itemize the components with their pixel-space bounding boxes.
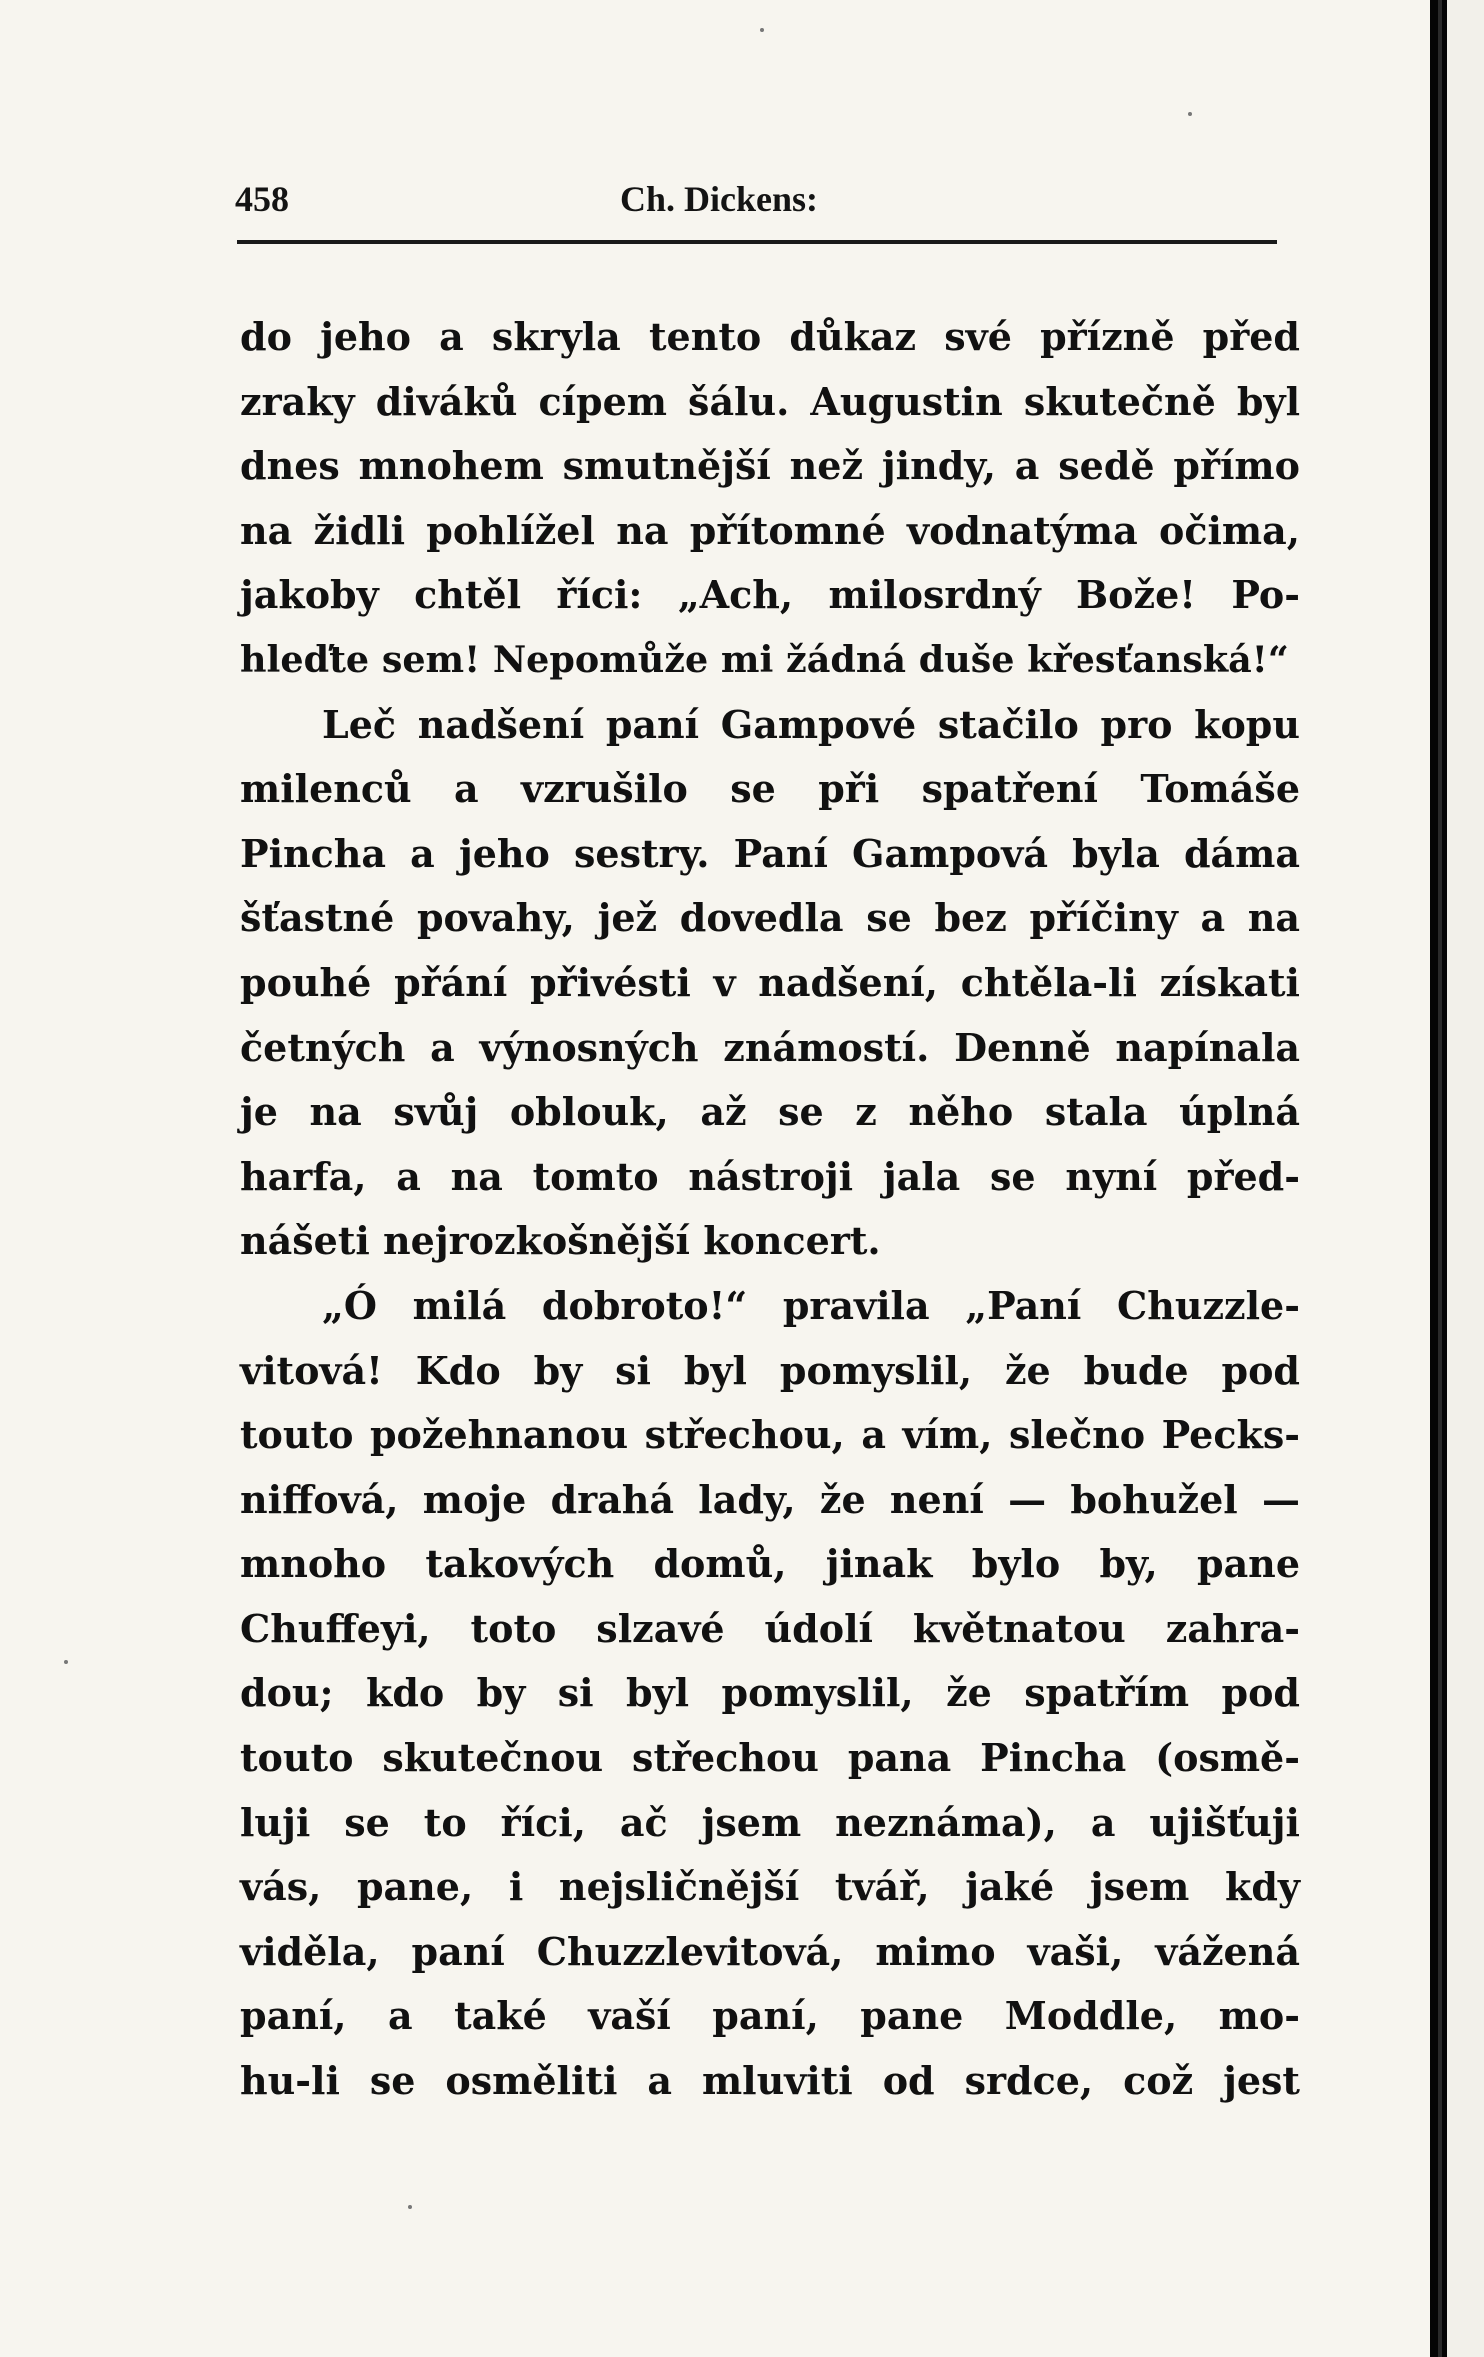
running-header bbox=[235, 178, 1275, 228]
text-line: pouhé přání přivésti v nadšení, chtěla-li získati bbox=[240, 959, 1300, 1005]
text-line: nášeti nejrozkošnější koncert. bbox=[240, 1218, 881, 1264]
body-text bbox=[240, 305, 1300, 2114]
text-line: Leč nadšení paní Gampové stačilo pro kopu bbox=[322, 701, 1300, 747]
next-page-edge bbox=[1447, 0, 1484, 2357]
text-line: hu-li se osměliti a mluviti od srdce, což jest bbox=[240, 2058, 1300, 2104]
text-line: do jeho a skryla tento důkaz své přízně před bbox=[240, 314, 1300, 359]
text-line: touto požehnanou střechou, a vím, slečno Pecks- bbox=[240, 1412, 1300, 1458]
text-line: na židli pohlížel na přítomné vodnatýma očima, bbox=[240, 507, 1300, 553]
paper-speck bbox=[1188, 112, 1192, 116]
text-line: vitová! Kdo by si byl pomyslil, že bude pod bbox=[240, 1347, 1300, 1393]
paper-speck bbox=[760, 28, 764, 32]
text-line: je na svůj oblouk, až se z něho stala úplná bbox=[240, 1089, 1300, 1135]
text-line: niffová, moje drahá lady, že není — bohužel — bbox=[240, 1476, 1300, 1522]
text-line: harfa, a na tomto nástroji jala se nyní před- bbox=[240, 1153, 1300, 1199]
text-line: zraky diváků cípem šálu. Augustin skutečně byl bbox=[240, 378, 1300, 424]
text-line: vás, pane, i nejsličnější tvář, jaké jsem kdy bbox=[240, 1864, 1300, 1910]
text-line: dnes mnohem smutnější než jindy, a sedě přímo bbox=[240, 443, 1300, 489]
page-number: 458 bbox=[235, 179, 289, 219]
spine-line bbox=[1438, 0, 1442, 2357]
text-line: touto skutečnou střechou pana Pincha (osmě- bbox=[240, 1735, 1300, 1781]
header-rule bbox=[237, 240, 1277, 244]
text-line: Chuffeyi, toto slzavé údolí květnatou zahra- bbox=[240, 1605, 1300, 1651]
text-line: milenců a vzrušilo se při spatření Tomáše bbox=[240, 766, 1300, 812]
text-line: mnoho takových domů, jinak bylo by, pane bbox=[240, 1541, 1300, 1587]
text-line: dou; kdo by si byl pomyslil, že spatřím pod bbox=[240, 1670, 1300, 1716]
text-line: Pincha a jeho sestry. Paní Gampová byla dáma bbox=[240, 830, 1300, 876]
text-line: viděla, paní Chuzzlevitová, mimo vaši, vážená bbox=[240, 1928, 1300, 1974]
text-line: „Ó milá dobroto!“ pravila „Paní Chuzzle- bbox=[322, 1282, 1300, 1328]
text-line: hleďte sem! Nepomůže mi žádná duše křesťanská!“ bbox=[240, 637, 1289, 681]
paper-speck bbox=[408, 2205, 412, 2209]
text-line: jakoby chtěl říci: „Ach, milosrdný Bože! Po- bbox=[240, 572, 1300, 618]
running-title: Ch. Dickens: bbox=[620, 179, 819, 219]
text-line: luji se to říci, ač jsem neznáma), a ujišťuji bbox=[240, 1799, 1300, 1845]
text-line: paní, a také vaší paní, pane Moddle, mo- bbox=[240, 1993, 1300, 2039]
paper-speck bbox=[64, 1660, 68, 1664]
text-line: šťastné povahy, jež dovedla se bez příčiny a na bbox=[240, 895, 1300, 941]
text-line: četných a výnosných známostí. Denně napínala bbox=[240, 1024, 1300, 1070]
